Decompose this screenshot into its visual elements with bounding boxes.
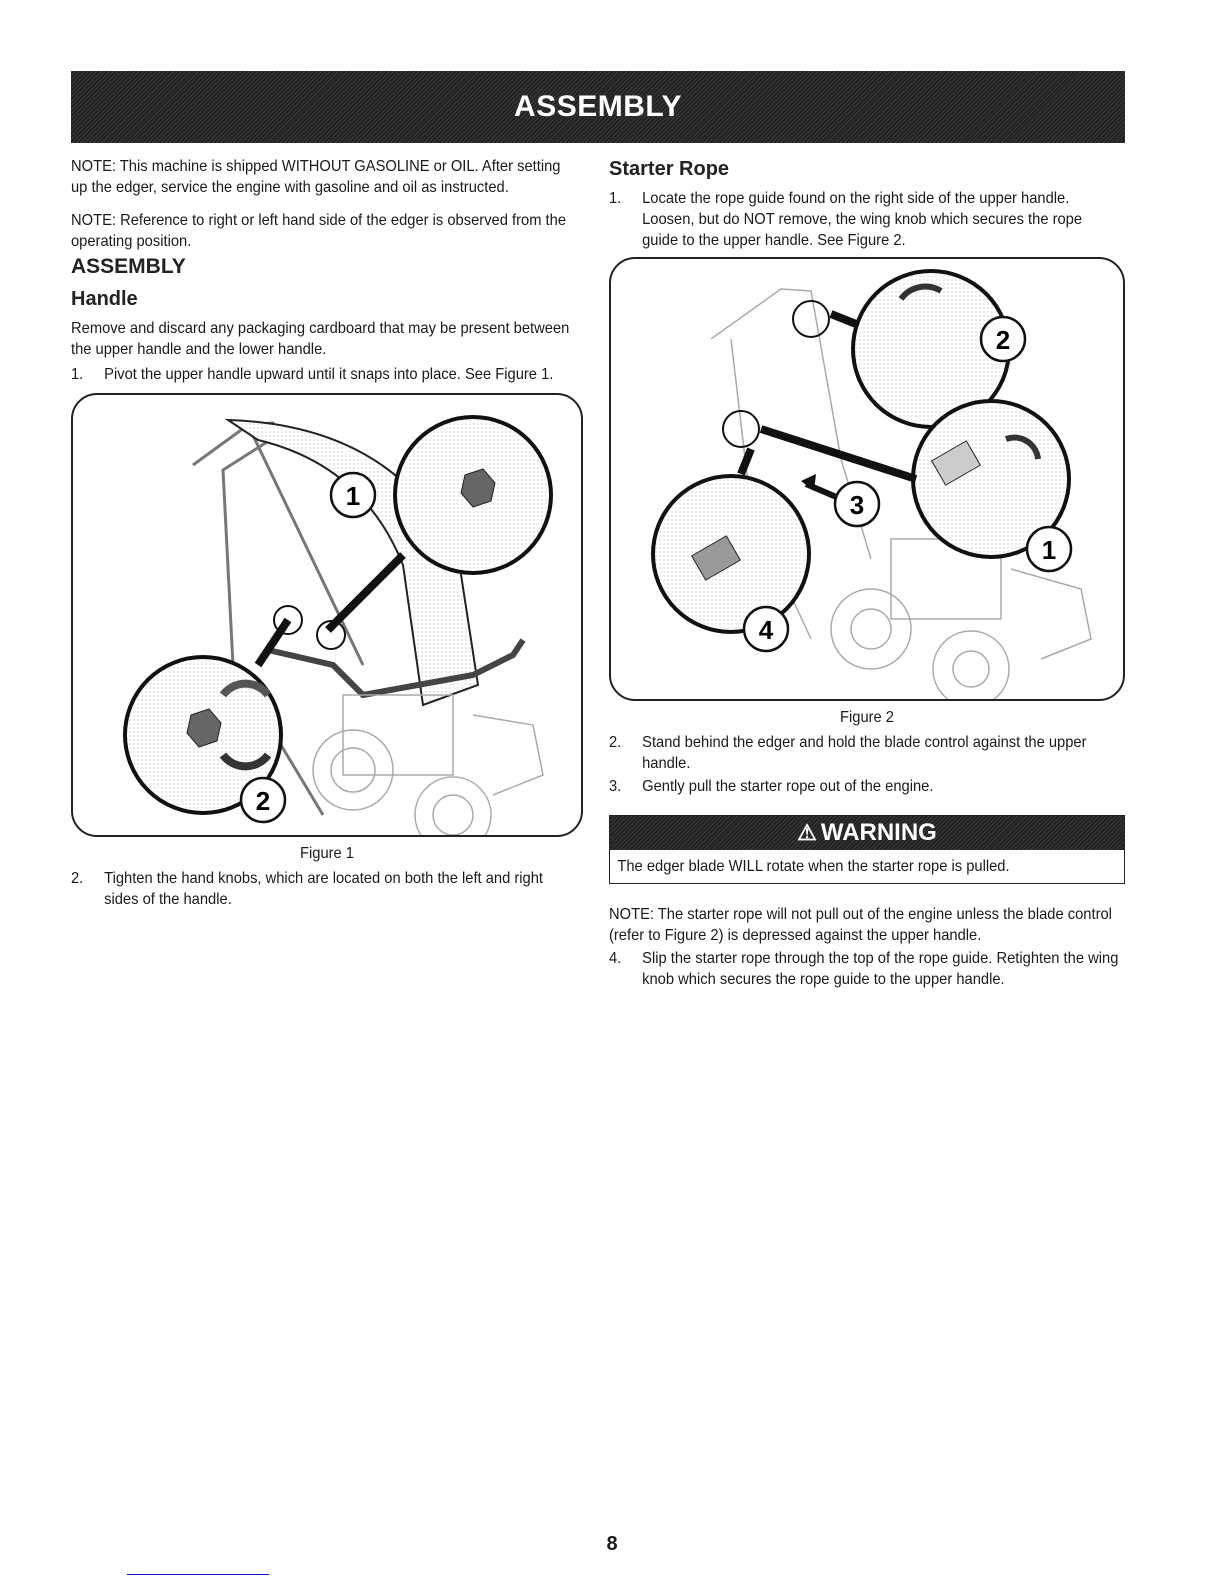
- callout-4: [744, 607, 788, 651]
- detail-pointer-2: [258, 620, 288, 665]
- note-blade-control: NOTE: The starter rope will not pull out of the engine unless the blade control (refer to Figure 2) is depressed against the upper handle.: [609, 906, 1112, 944]
- page-banner: [71, 71, 1125, 143]
- figure-1-caption: Figure 1: [299, 845, 354, 862]
- starter-step-4: [609, 948, 1122, 990]
- svg-text:4: 4: [758, 615, 774, 645]
- figure-2-illustration: [611, 259, 1123, 699]
- svg-text:1: 1: [345, 481, 361, 511]
- handle-step-1: [71, 364, 580, 385]
- warning-title: WARNING: [820, 819, 937, 846]
- right-column: [609, 156, 1125, 992]
- starter-step-1: [609, 188, 1122, 251]
- step-text: Pivot the upper handle upward until it snaps into place. See Figure 1.: [104, 366, 554, 383]
- starter-step-2: [609, 732, 1122, 774]
- warning-text: The edger blade WILL rotate when the starter rope is pulled.: [617, 858, 1010, 875]
- callout-3: [835, 482, 879, 526]
- page-number: 8: [606, 1533, 618, 1555]
- subsection-title-handle: Handle: [71, 288, 138, 310]
- callout-1: [1027, 527, 1071, 571]
- step-number: 2.: [609, 734, 622, 751]
- link-underline[interactable]: [127, 1574, 269, 1575]
- lower-handle: [268, 640, 523, 695]
- handle-step-2: [71, 868, 580, 910]
- warning-box: [609, 815, 1125, 884]
- step-text: Slip the starter rope through the top of the rope guide. Retighten the wing knob which secures the rope guide to the upper handle.: [642, 950, 1119, 988]
- step-text: Stand behind the edger and hold the blade control against the upper handle.: [642, 734, 1087, 772]
- step-number: 1.: [609, 190, 622, 207]
- left-column: [71, 156, 583, 912]
- step-number: 2.: [71, 870, 84, 887]
- step-text: Gently pull the starter rope out of the engine.: [642, 778, 934, 795]
- banner-title: ASSEMBLY: [514, 90, 682, 123]
- detail-pointer-1: [328, 555, 403, 630]
- step-text: Tighten the hand knobs, which are located on both the left and right sides of the handle.: [104, 870, 544, 908]
- note-orientation: NOTE: Reference to right or left hand side of the edger is observed from the operating position.: [71, 212, 567, 250]
- handle-intro: Remove and discard any packaging cardboard that may be present between the upper handle and the lower handle.: [71, 320, 570, 358]
- step-number: 1.: [71, 366, 84, 383]
- figure-2-caption: Figure 2: [839, 709, 894, 726]
- figure-2: [609, 257, 1125, 701]
- note-gasoline: NOTE: This machine is shipped WITHOUT GASOLINE or OIL. After setting up the edger, service the engine with gasoline and oil as instructed.: [71, 158, 561, 196]
- svg-text:3: 3: [849, 490, 865, 520]
- subsection-title-starter-rope: Starter Rope: [609, 158, 730, 180]
- starter-step-3: [609, 776, 1122, 797]
- step-text: Locate the rope guide found on the right side of the upper handle. Loosen, but do NOT remove, the wing knob which secures the rope guide to the upper handle. See Figure 2.: [642, 190, 1083, 249]
- svg-text:2: 2: [255, 786, 271, 816]
- callout-2: [241, 778, 285, 822]
- callout-1: [331, 473, 375, 517]
- section-title-assembly: ASSEMBLY: [71, 255, 186, 278]
- callout-2: [981, 317, 1025, 361]
- step-number: 4.: [609, 950, 622, 967]
- warning-header: [610, 816, 1124, 850]
- step-number: 3.: [609, 778, 622, 795]
- svg-text:1: 1: [1041, 535, 1057, 565]
- edger-body: [313, 695, 543, 835]
- figure-1: [71, 393, 583, 837]
- warning-triangle-icon: ⚠: [797, 820, 817, 845]
- svg-text:2: 2: [995, 325, 1011, 355]
- figure-1-illustration: [73, 395, 581, 835]
